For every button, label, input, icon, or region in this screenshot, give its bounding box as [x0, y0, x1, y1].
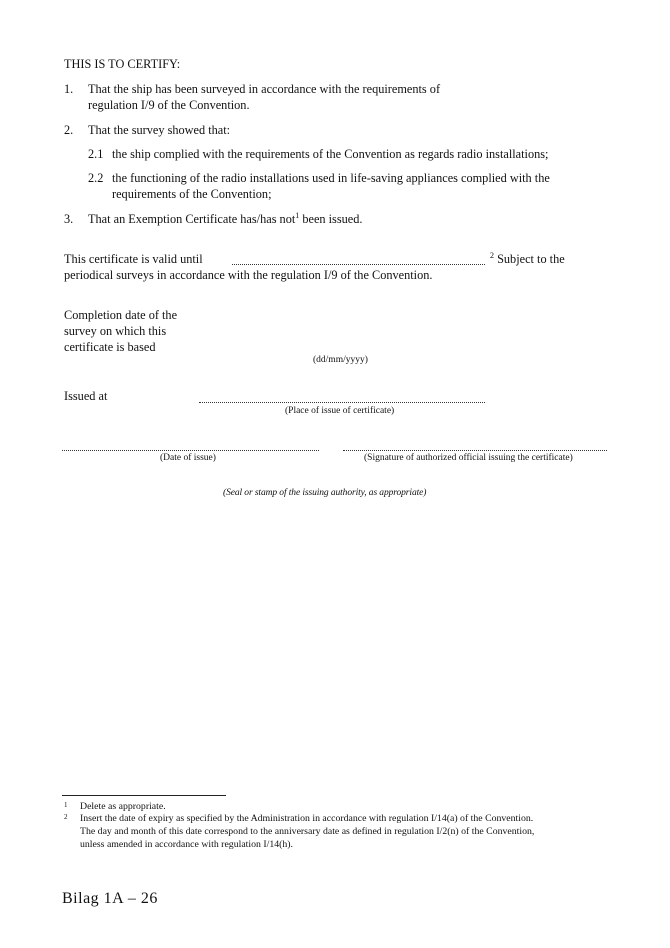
certify-heading: THIS IS TO CERTIFY:	[64, 57, 181, 71]
item-2-text: That the survey showed that:	[88, 123, 231, 137]
completion-date-caption: (dd/mm/yyyy)	[313, 355, 368, 365]
valid-until-label: This certificate is valid until	[64, 252, 203, 266]
footnote-2-line3: unless amended in accordance with regulation I/14(h).	[80, 839, 294, 850]
footnote-2-line1: Insert the date of expiry as specified by the Administration in accordance with regulation I/14(a) of the Convention.	[80, 813, 534, 824]
place-of-issue-caption: (Place of issue of certificate)	[285, 406, 395, 416]
item-2-1-text: the ship complied with the requirements of the Convention as regards radio installations;	[112, 147, 549, 161]
issued-at-label: Issued at	[64, 389, 108, 403]
completion-date-line2: survey on which this	[64, 324, 167, 338]
valid-until-subject-text: Subject to the	[494, 252, 565, 266]
footnote-ref-2: 2	[490, 251, 494, 260]
signature-caption: (Signature of authorized official issuing the certificate)	[364, 453, 573, 463]
item-1-text-line2: regulation I/9 of the Convention.	[88, 98, 250, 112]
footnote-1-mark: 1	[64, 801, 68, 809]
seal-caption: (Seal or stamp of the issuing authority, as appropriate)	[223, 488, 427, 498]
item-3-number: 3.	[64, 212, 74, 226]
item-2-2-text-line2: requirements of the Convention;	[112, 187, 272, 201]
footnote-2-mark: 2	[64, 813, 68, 821]
item-2-number: 2.	[64, 123, 74, 137]
footnote-1-text: Delete as appropriate.	[80, 801, 166, 812]
item-3-text-b: been issued.	[299, 212, 363, 226]
item-2-2-text-line1: the functioning of the radio installations used in life-saving appliances complied with the	[112, 171, 550, 185]
date-of-issue-field[interactable]	[62, 450, 319, 451]
item-2-2-number: 2.2	[88, 171, 104, 185]
valid-until-subject	[490, 251, 565, 267]
date-of-issue-caption: (Date of issue)	[160, 453, 216, 463]
valid-until-field[interactable]	[232, 264, 485, 265]
completion-date-line1: Completion date of the	[64, 308, 178, 322]
footnote-2-line2: The day and month of this date correspond to the anniversary date as defined in regulation I/2(n) of the Convention,	[80, 826, 535, 837]
footnote-ref-1: 1	[295, 211, 300, 220]
item-1-text-line1: That the ship has been surveyed in accordance with the requirements of	[88, 82, 441, 96]
completion-date-line3: certificate is based	[64, 340, 156, 354]
footnote-separator	[62, 795, 226, 796]
place-of-issue-field[interactable]	[199, 402, 485, 403]
signature-field[interactable]	[343, 450, 607, 451]
item-3-text	[88, 211, 362, 227]
item-1-number: 1.	[64, 82, 74, 96]
page-footer: Bilag 1A – 26	[62, 890, 158, 907]
item-3-text-a: That an Exemption Certificate has/has not	[88, 212, 296, 226]
item-2-1-number: 2.1	[88, 147, 104, 161]
valid-until-line2: periodical surveys in accordance with the regulation I/9 of the Convention.	[64, 268, 433, 282]
